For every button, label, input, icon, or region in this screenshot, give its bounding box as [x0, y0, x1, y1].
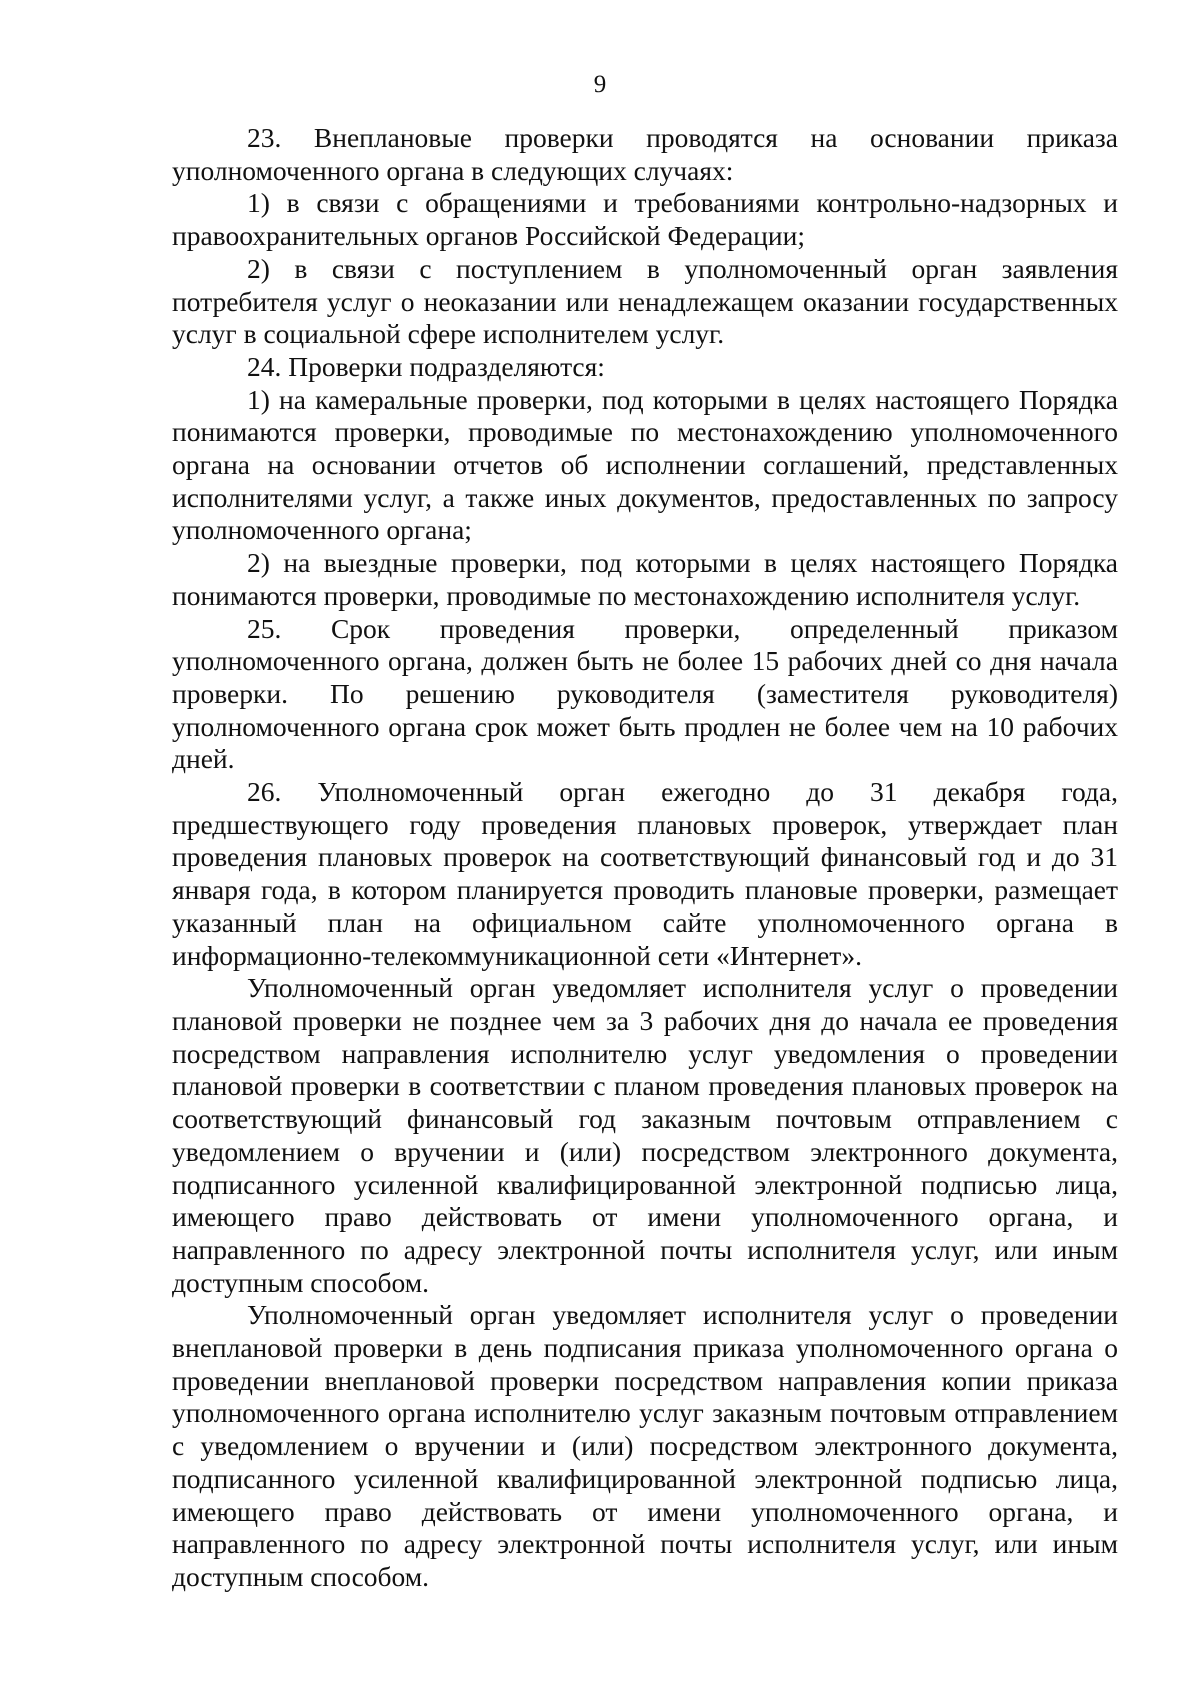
paragraph-23-item-1: 1) в связи с обращениями и требованиями контрольно-надзорных и правоохранительных органов Российской Федерации; [172, 187, 1118, 252]
paragraph-23-item-2: 2) в связи с поступлением в уполномоченный орган заявления потребителя услуг о неоказании или ненадлежащем оказании государственных услуг в социальной сфере исполнителем услуг. [172, 252, 1118, 350]
paragraph-26: 26. Уполномоченный орган ежегодно до 31 декабря года, предшествующего году проведения плановых проверок, утверждает план проведения плановых проверок на соответствующий финансовый год и до 31 января года, в котором планируется проводить плановые проверки, размещает указанный план на официальном сайте уполномоченного органа в информационно-телекоммуникационной сети «Интернет». [172, 776, 1118, 971]
paragraph-24-item-2: 2) на выездные проверки, под которыми в целях настоящего Порядка понимаются проверки, проводимые по местонахождению исполнителя услуг. [172, 547, 1118, 611]
paragraph-25: 25. Срок проведения проверки, определенный приказом уполномоченного органа, должен быть не более 15 рабочих дней со дня начала проверки. По решению руководителя (заместителя руководителя) уполномоченного органа срок может быть продлен не более чем на 10 рабочих дней. [172, 612, 1118, 775]
paragraph-unplanned-notification: Уполномоченный орган уведомляет исполнителя услуг о проведении внеплановой проверки в день подписания приказа уполномоченного органа о проведении внеплановой проверки посредством направления копии приказа уполномоченного органа исполнителю услуг заказным почтовым отправлением с уведомлением о вручении и (или) посредством электронного документа, подписанного усиленной квалифицированной электронной подписью лица, имеющего право действовать от имени уполномоченного органа, и направленного по адресу электронной почты исполнителя услуг, или иным доступным способом. [172, 1299, 1118, 1592]
document-body [172, 122, 1118, 1594]
page-number: 9 [593, 71, 607, 98]
paragraph-23: 23. Внеплановые проверки проводятся на основании приказа уполномоченного органа в следующих случаях: [172, 122, 1118, 186]
paragraph-24-item-1: 1) на камеральные проверки, под которыми в целях настоящего Порядка понимаются проверки, проводимые по местонахождению уполномоченного органа на основании отчетов об исполнении соглашений, представленных исполнителями услуг, а также иных документов, предоставленных по запросу уполномоченного органа; [172, 383, 1118, 546]
paragraph-24: 24. Проверки подразделяются: [247, 350, 605, 382]
paragraph-planned-notification: Уполномоченный орган уведомляет исполнителя услуг о проведении плановой проверки не позднее чем за 3 рабочих дня до начала ее проведения посредством направления исполнителю услуг уведомления о проведении плановой проверки в соответствии с планом проведения плановых проверок на соответствующий финансовый год заказным почтовым отправлением с уведомлением о вручении и (или) посредством электронного документа, подписанного усиленной квалифицированной электронной подписью лица, имеющего право действовать от имени уполномоченного органа, и направленного по адресу электронной почты исполнителя услуг, или иным доступным способом. [172, 972, 1118, 1298]
